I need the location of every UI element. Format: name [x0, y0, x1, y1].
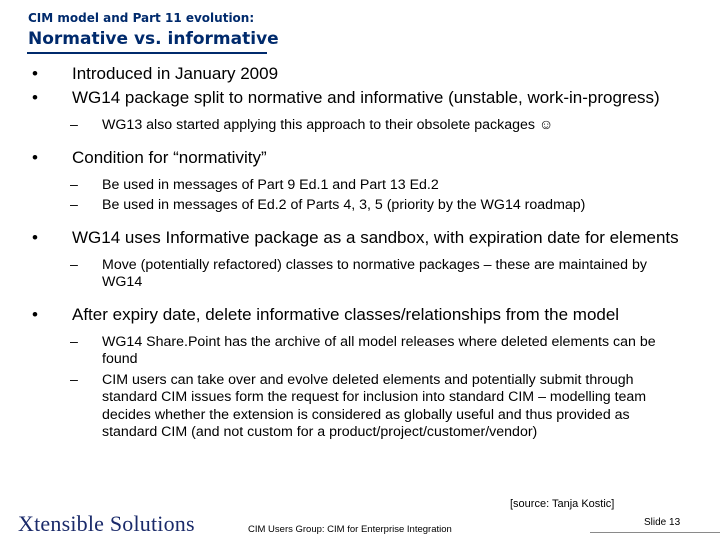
sub-text: WG14 Share.Point has the archive of all model releases where deleted elements can be found [102, 333, 656, 367]
bullet-text: After expiry date, delete informative classes/relationships from the model [72, 304, 620, 324]
sub-bullet-move-classes [28, 257, 688, 292]
sub-bullet-ed2 [28, 197, 688, 215]
source-note: [source: Tanja Kostic] [510, 498, 615, 510]
sub-text: Be used in messages of Ed.2 of Parts 4, 3, 5 (priority by the WG14 roadmap) [102, 197, 586, 213]
slide-title: Normative vs. informative [28, 29, 279, 49]
title-underline [27, 52, 267, 54]
bullet-text: Introduced in January 2009 [72, 64, 279, 83]
sub-dash: – [70, 197, 78, 213]
sub-text: CIM users can take over and evolve deleted elements and potentially submit through standard CIM issues form the request for inclusion into standard CIM – modelling team decides whether the extension is considered as globally useful and thus provided as standard CIM (and not custom for a product/project/customer/vendor) [102, 371, 647, 440]
bullet-expiry [28, 304, 688, 325]
bullet-introduced [28, 63, 688, 84]
bullet-text: Condition for “normativity” [72, 147, 267, 167]
bullet-text: WG14 package split to normative and informative (unstable, work-in-progress) [72, 88, 660, 107]
sub-dash: – [70, 176, 78, 193]
slide-kicker: CIM model and Part 11 evolution: [28, 11, 255, 25]
footer-event-title: CIM Users Group: CIM for Enterprise Integration [248, 524, 452, 535]
bullet-sandbox [28, 227, 688, 248]
slide-number: Slide 13 [644, 517, 681, 528]
bullet-package-split [28, 87, 688, 108]
sub-bullet-cim-users [28, 372, 688, 442]
sub-text: Move (potentially refactored) classes to normative packages – these are maintained by WG14 [102, 256, 647, 290]
slide-body [28, 60, 688, 442]
bullet-text: WG14 uses Informative package as a sandbox, with expiration date for elements [72, 227, 679, 247]
sub-text: Be used in messages of Part 9 Ed.1 and Part 13 Ed.2 [102, 176, 439, 193]
sub-dash: – [70, 256, 78, 273]
bullet-normativity [28, 147, 688, 168]
bullet-dot: • [32, 304, 38, 324]
footer-divider [590, 532, 720, 533]
sub-bullet-part9 [28, 177, 688, 195]
sub-dash: – [70, 117, 78, 133]
bullet-dot: • [32, 88, 38, 107]
bullet-dot: • [32, 227, 38, 247]
company-logo: Xtensible Solutions [18, 511, 195, 536]
bullet-dot: • [32, 147, 38, 167]
sub-dash: – [70, 333, 78, 350]
bullet-dot: • [32, 64, 38, 83]
sub-dash: – [70, 371, 78, 388]
sub-bullet-sharepoint [28, 334, 688, 369]
sub-text: WG13 also started applying this approach to their obsolete packages ☺ [102, 117, 554, 133]
sub-bullet-wg13 [28, 117, 688, 135]
